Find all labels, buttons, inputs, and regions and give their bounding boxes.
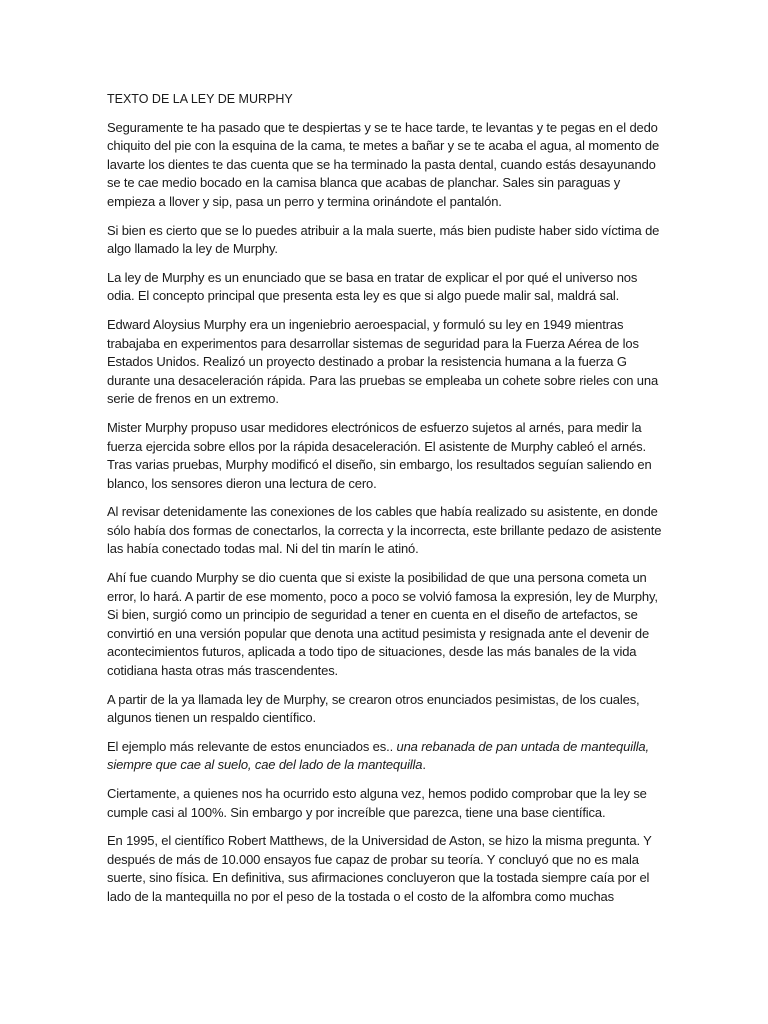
example-quote: una rebanada de pan untada de mantequilla, siempre que cae al suelo, cae del lado de la mantequilla [107, 738, 649, 773]
paragraph-10: Ciertamente, a quienes nos ha ocurrido esto alguna vez, hemos podido comprobar que la ley se cumple casi al 100%. Sin embargo y por increíble que parezca, tiene una base científica. [107, 786, 647, 820]
paragraph-8: A partir de la ya llamada ley de Murphy, se crearon otros enunciados pesimistas, de los cuales, algunos tienen un respaldo científico. [107, 691, 640, 726]
example-paragraph [107, 738, 662, 775]
paragraph-1: Seguramente te ha pasado que te despiertas y se te hace tarde, te levantas y te pegas en el dedo chiquito del pie con la esquina de la cama, te metes a bañar y se te acaba el agua, al momento de lavarte los dientes te das cuenta que se ha terminado la pasta dental, cuando estás desayunando se te cae medio bocado en la camisa blanca que acabas de planchar. Sales sin paraguas y empieza a llover y sip, pasa un perro y termina orinándote el pantalón. [107, 119, 660, 209]
document-title: TEXTO DE LA LEY DE MURPHY [107, 92, 293, 106]
paragraph-7: Ahí fue cuando Murphy se dio cuenta que si existe la posibilidad de que una persona cometa un error, lo hará. A partir de ese momento, poco a poco se volvió famosa la expresión, ley de Murphy, Si bien, surgió como un principio de seguridad a tener en cuenta en el diseño de artefactos, se convirtió en una versión popular que denota una actitud pesimista y resignada ante el devenir de acontecimientos futuros, aplicada a todo tipo de situaciones, desde las más banales de la vida cotidiana hasta otras más trascendentes. [107, 570, 658, 679]
document-page [107, 90, 662, 917]
paragraph-5: Mister Murphy propuso usar medidores electrónicos de esfuerzo sujetos al arnés, para medir la fuerza ejercida sobre ellos por la rápida desaceleración. El asistente de Murphy cableó el arnés. Tras varias pruebas, Murphy modificó el diseño, sin embargo, los resultados seguían saliendo en blanco, los sensores dieron una lectura de cero. [107, 419, 652, 491]
paragraph-6: Al revisar detenidamente las conexiones de los cables que había realizado su asistente, en donde sólo había dos formas de conectarlos, la correcta y la incorrecta, este brillante pedazo de asistente las había conectado todas mal. Ni del tin marín le atinó. [107, 504, 662, 557]
example-end: . [422, 757, 426, 773]
paragraph-3: La ley de Murphy es un enunciado que se basa en tratar de explicar el por qué el universo nos odia. El concepto principal que presenta esta ley es que si algo puede malir sal, maldrá sal. [107, 269, 638, 304]
example-lead: El ejemplo más relevante de estos enunciados es.. [107, 738, 394, 754]
paragraph-2: Si bien es cierto que se lo puedes atribuir a la mala suerte, más bien pudiste haber sido víctima de algo llamado la ley de Murphy. [107, 222, 660, 257]
paragraph-11: En 1995, el científico Robert Matthews, de la Universidad de Aston, se hizo la misma pregunta. Y después de más de 10.000 ensayos fue capaz de probar su teoría. Y concluyó que no es mala suerte, sino física. En definitiva, sus afirmaciones concluyeron que la tostada siempre caía por el lado de la mantequilla no por el peso de la tostada o el costo de la alfombra como muchas [107, 833, 652, 904]
paragraph-4: Edward Aloysius Murphy era un ingeniebrio aeroespacial, y formuló su ley en 1949 mientras trabajaba en experimentos para desarrollar sistemas de seguridad para la Fuerza Aérea de los Estados Unidos. Realizó un proyecto destinado a probar la resistencia humana a la fuerza G durante una desaceleración rápida. Para las pruebas se empleaba un cohete sobre rieles con una serie de frenos en un extremo. [107, 316, 659, 407]
